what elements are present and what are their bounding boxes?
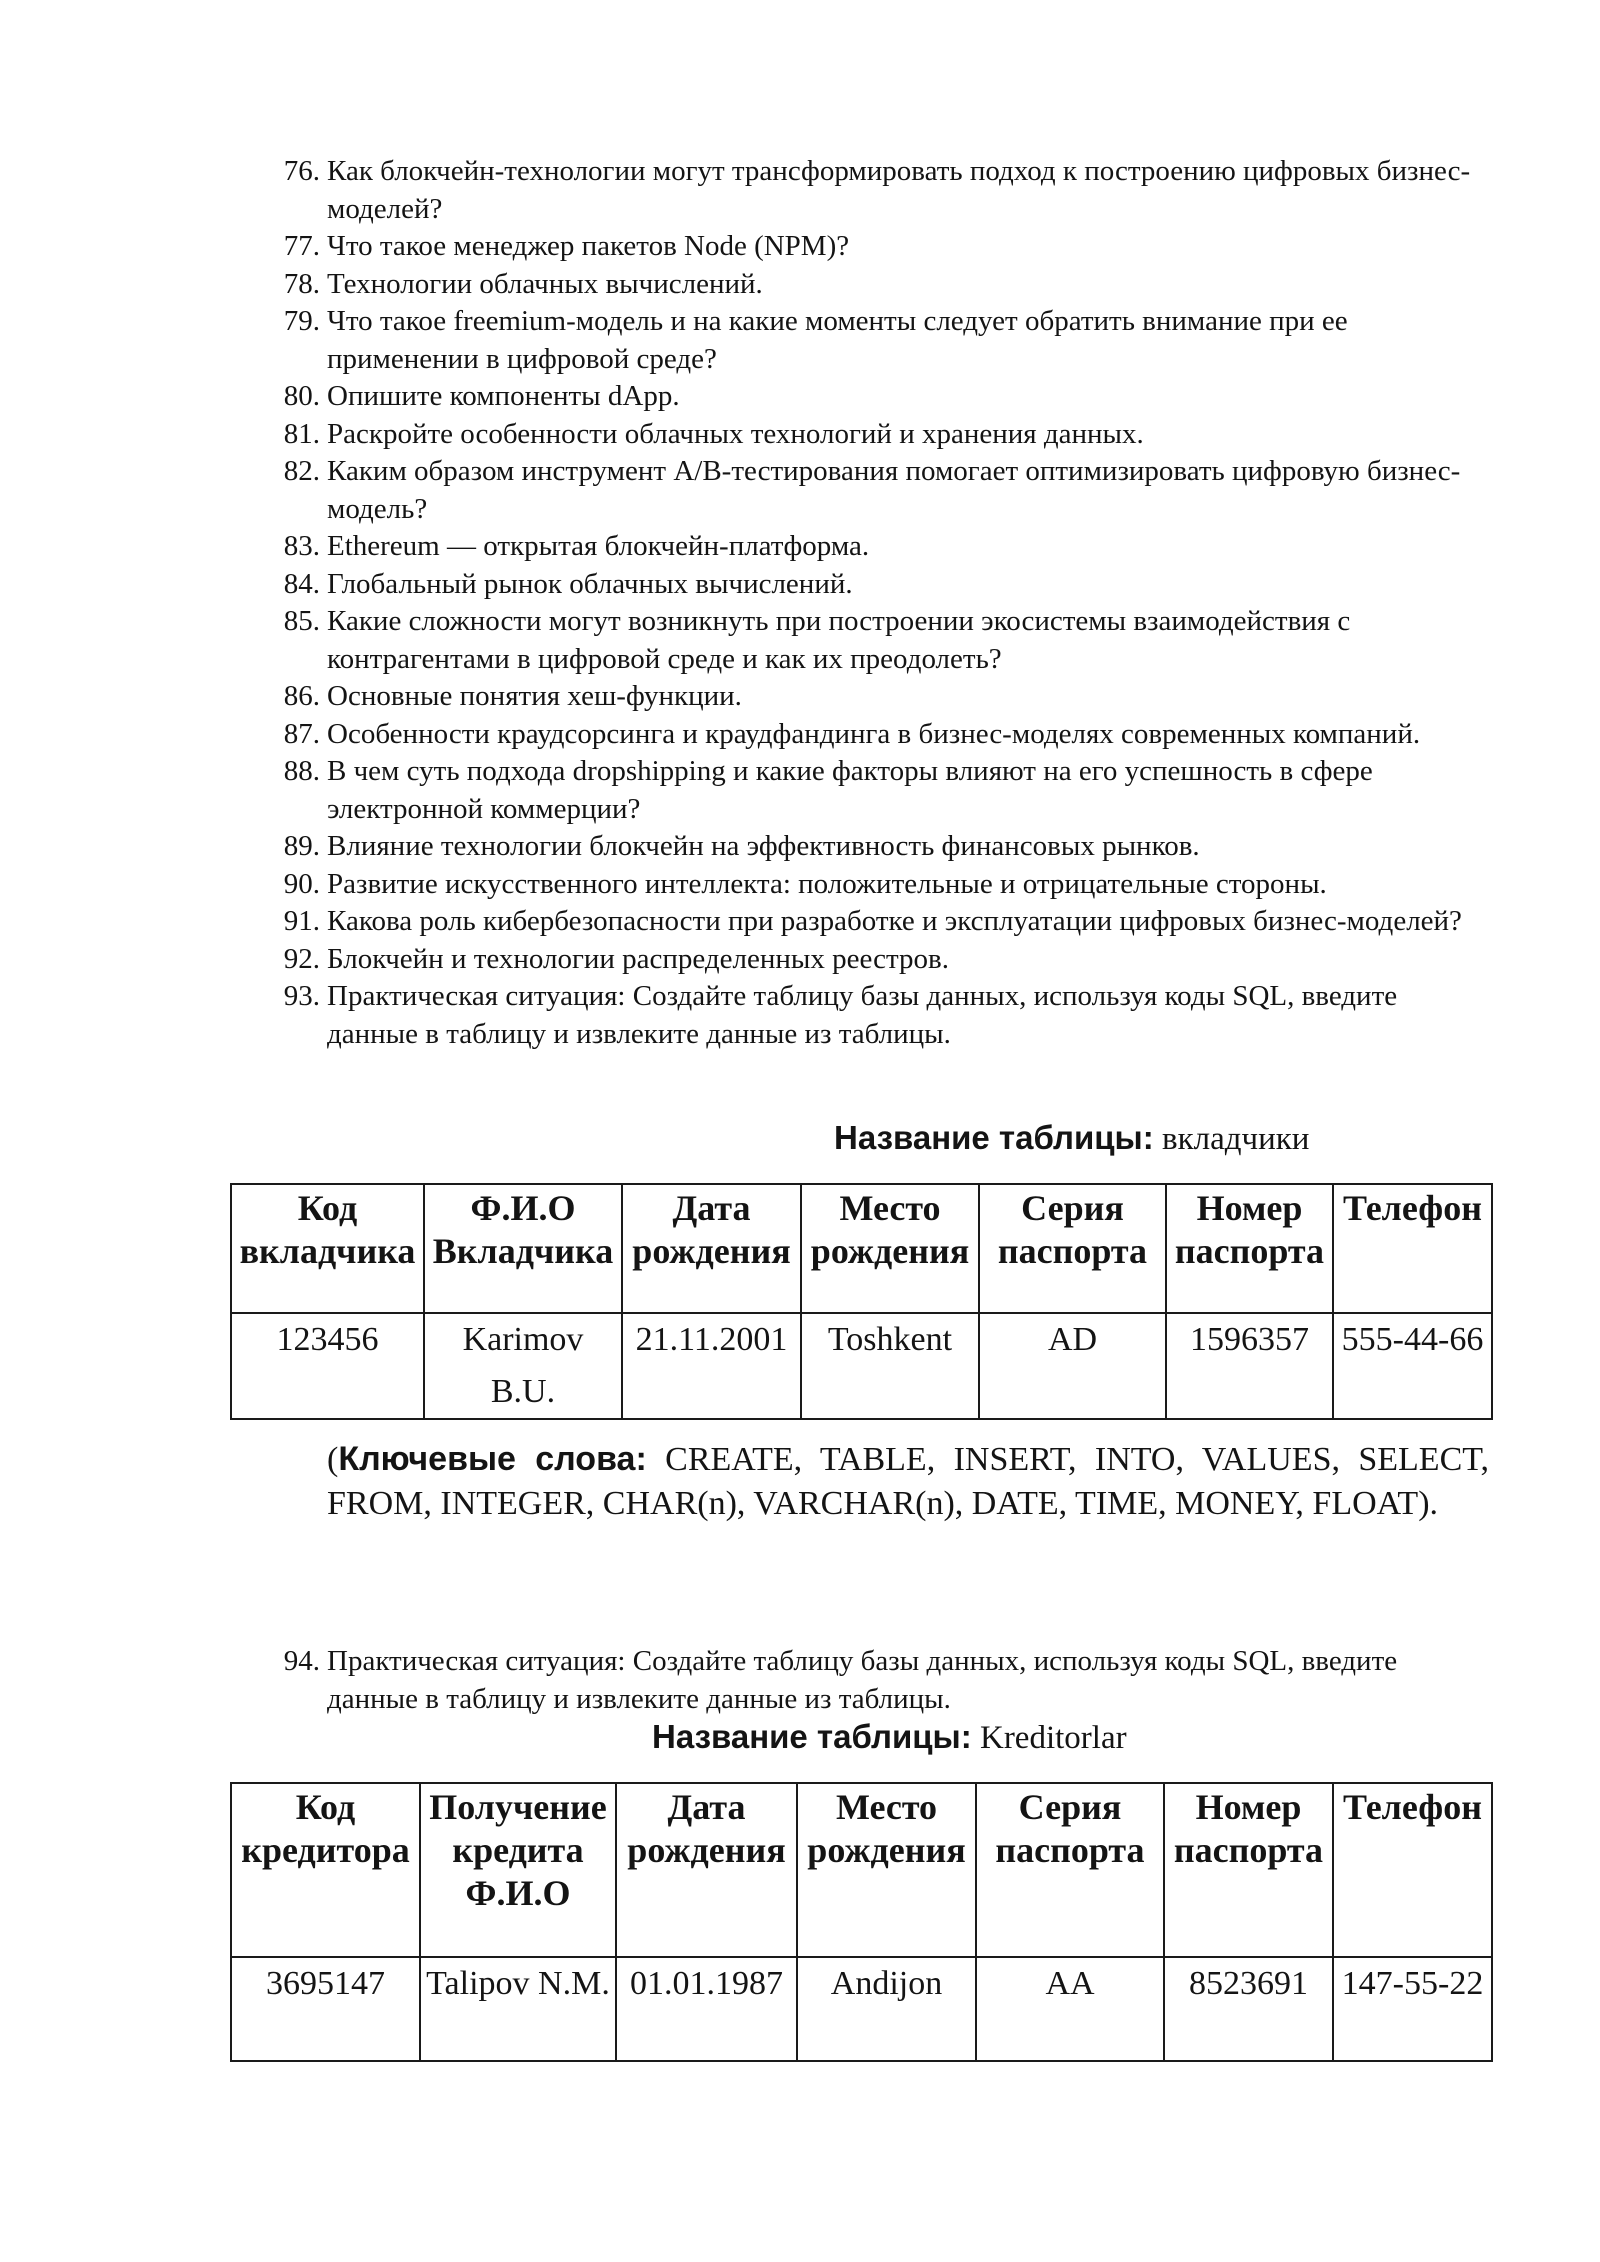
question-number: 84. <box>283 567 320 600</box>
question-number: 76. <box>283 155 320 187</box>
column-header: Номер паспорта <box>1164 1783 1333 1957</box>
question-number: 77. <box>283 230 320 262</box>
question-item <box>0 416 1487 454</box>
table-cell <box>231 1313 424 1419</box>
question-number: 79. <box>283 305 320 337</box>
column-header: Серия паспорта <box>979 1184 1166 1313</box>
question-item <box>0 716 1487 754</box>
table-cell <box>979 1313 1166 1419</box>
question-text: Какова роль кибербезопасности при разработке и эксплуатации цифровых бизнес-моделей? <box>327 905 1462 937</box>
creditors-table <box>230 1782 1493 2062</box>
column-header: Номер паспорта <box>1166 1184 1333 1313</box>
question-text: Блокчейн и технологии распределенных реестров. <box>327 942 949 975</box>
question-number: 83. <box>283 530 320 562</box>
question-text: Ethereum — открытая блокчейн-платформа. <box>327 530 870 562</box>
question-text: Практическая ситуация: Создайте таблицу базы данных, используя коды SQL, введите данные в таблицу и извлеките данные из таблицы. <box>327 1645 1398 1715</box>
question-number: 92. <box>283 942 320 975</box>
cell-value: Andijon <box>830 1965 943 2002</box>
question-item <box>0 453 1487 528</box>
table-cell <box>616 1957 797 2061</box>
cell-value: 3695147 <box>266 1965 385 2002</box>
column-header: Дата рождения <box>616 1783 797 1957</box>
question-item <box>0 678 1487 716</box>
question-text: Основные понятия хеш-функции. <box>327 680 742 712</box>
question-item <box>0 978 1487 1053</box>
question-text: В чем суть подхода dropshipping и какие факторы влияют на его успешность в сфере электронной коммерции? <box>327 755 1373 825</box>
question-text: Практическая ситуация: Создайте таблицу базы данных, используя коды SQL, введите данные в таблицу и извлеките данные из таблицы. <box>327 980 1398 1050</box>
column-header: Место рождения <box>797 1783 976 1957</box>
column-header: Ф.И.О Вкладчика <box>424 1184 622 1313</box>
question-number: 87. <box>283 717 320 750</box>
question-item <box>0 528 1487 566</box>
table-cell <box>1164 1957 1333 2061</box>
cell-value: 8523691 <box>1189 1965 1308 2002</box>
question-item <box>0 566 1487 604</box>
question-text: Особенности краудсорсинга и краудфандинга в бизнес-моделях современных компаний. <box>327 717 1421 750</box>
question-item <box>0 903 1487 941</box>
cell-value: 01.01.1987 <box>630 1965 783 2002</box>
question-number: 85. <box>283 605 320 637</box>
question-number: 80. <box>283 380 320 412</box>
question-number: 89. <box>283 830 320 862</box>
question-number: 81. <box>283 417 320 450</box>
table-cell <box>976 1957 1164 2061</box>
question-text: Каким образом инструмент А/В-тестирования помогает оптимизировать цифровую бизнес-модель? <box>327 455 1461 525</box>
question-item <box>0 828 1487 866</box>
question-text: Что такое менеджер пакетов Node (NPM)? <box>327 230 850 262</box>
column-header: Серия паспорта <box>976 1783 1164 1957</box>
question-number: 78. <box>283 267 320 300</box>
column-header: Код вкладчика <box>231 1184 424 1313</box>
table-title-label: Название таблицы: <box>652 1718 972 1755</box>
table-title <box>834 1118 1309 1159</box>
cell-value: Karimov B.U. <box>462 1321 584 1410</box>
question-number: 94. <box>283 1645 320 1677</box>
cell-value: AD <box>1047 1321 1098 1358</box>
question-text: Влияние технологии блокчейн на эффективность финансовых рынков. <box>327 830 1200 862</box>
question-item <box>0 941 1487 979</box>
table-cell <box>420 1957 616 2061</box>
question-number: 88. <box>283 755 320 787</box>
column-header: Дата рождения <box>622 1184 801 1313</box>
question-item <box>0 866 1487 904</box>
depositors-table <box>230 1183 1493 1420</box>
question-list <box>0 153 1600 1053</box>
cell-value: 1596357 <box>1190 1321 1309 1358</box>
table-cell <box>622 1313 801 1419</box>
cell-value: Toshkent <box>827 1321 953 1358</box>
question-number: 86. <box>283 680 320 712</box>
question-text: Глобальный рынок облачных вычислений. <box>327 567 853 600</box>
question-item <box>0 378 1487 416</box>
keywords-open-paren: ( <box>327 1441 339 1478</box>
cell-value: 147-55-22 <box>1341 1965 1484 2002</box>
table-title-value: вкладчики <box>1161 1121 1310 1157</box>
table-row <box>231 1313 1492 1419</box>
keywords-paragraph <box>327 1438 1489 1525</box>
column-header: Код кредитора <box>231 1783 420 1957</box>
table-cell <box>1166 1313 1333 1419</box>
table-title-label: Название таблицы: <box>834 1119 1154 1156</box>
question-item <box>0 266 1487 304</box>
table-cell <box>1333 1957 1492 2061</box>
table-row <box>231 1957 1492 2061</box>
question-item <box>0 753 1487 828</box>
question-number: 82. <box>283 455 320 487</box>
column-header: Телефон <box>1333 1783 1492 1957</box>
column-header: Получение кредита Ф.И.О <box>420 1783 616 1957</box>
table-cell <box>424 1313 622 1419</box>
question-text: Что такое freemium-модель и на какие моменты следует обратить внимание при ее применении в цифровой среде? <box>327 305 1348 375</box>
question-number: 91. <box>283 905 320 937</box>
question-item <box>0 1643 1487 1718</box>
question-text: Как блокчейн-технологии могут трансформировать подход к построению цифровых бизнес-моделей? <box>327 155 1471 225</box>
cell-value: 555-44-66 <box>1341 1321 1484 1358</box>
question-number: 93. <box>283 980 320 1012</box>
question-text: Раскройте особенности облачных технологий и хранения данных. <box>327 417 1144 450</box>
question-text: Технологии облачных вычислений. <box>327 267 763 300</box>
table-cell <box>801 1313 979 1419</box>
column-header: Место рождения <box>801 1184 979 1313</box>
table-cell <box>231 1957 420 2061</box>
table-title-value: Kreditorlar <box>979 1720 1127 1756</box>
question-number: 90. <box>283 867 320 900</box>
question-text: Опишите компоненты dApp. <box>327 380 680 412</box>
question-item <box>0 228 1487 266</box>
question-text: Какие сложности могут возникнуть при построении экосистемы взаимодействия с контрагентами в цифровой среде и как их преодолеть? <box>327 605 1351 675</box>
question-item <box>0 603 1487 678</box>
cell-value: Talipov N.M. <box>426 1965 610 2002</box>
column-header: Телефон <box>1333 1184 1492 1313</box>
question-text: Развитие искусственного интеллекта: положительные и отрицательные стороны. <box>327 867 1327 900</box>
table-cell <box>1333 1313 1492 1419</box>
table-header-row <box>231 1184 1492 1313</box>
table-cell <box>797 1957 976 2061</box>
table-header-row <box>231 1783 1492 1957</box>
question-item <box>0 153 1487 228</box>
cell-value: AA <box>1045 1965 1095 2002</box>
cell-value: 123456 <box>276 1321 379 1358</box>
keywords-list: CREATE, TABLE, INSERT, INTO, VALUES, SELECT, FROM, INTEGER, CHAR(n), VARCHAR(n), DATE, TIME, MONEY, FLOAT). <box>327 1441 1490 1522</box>
table-title <box>652 1717 1127 1758</box>
cell-value: 21.11.2001 <box>635 1321 788 1358</box>
question-item <box>0 303 1487 378</box>
keywords-label: Ключевые слова: <box>338 1440 647 1478</box>
